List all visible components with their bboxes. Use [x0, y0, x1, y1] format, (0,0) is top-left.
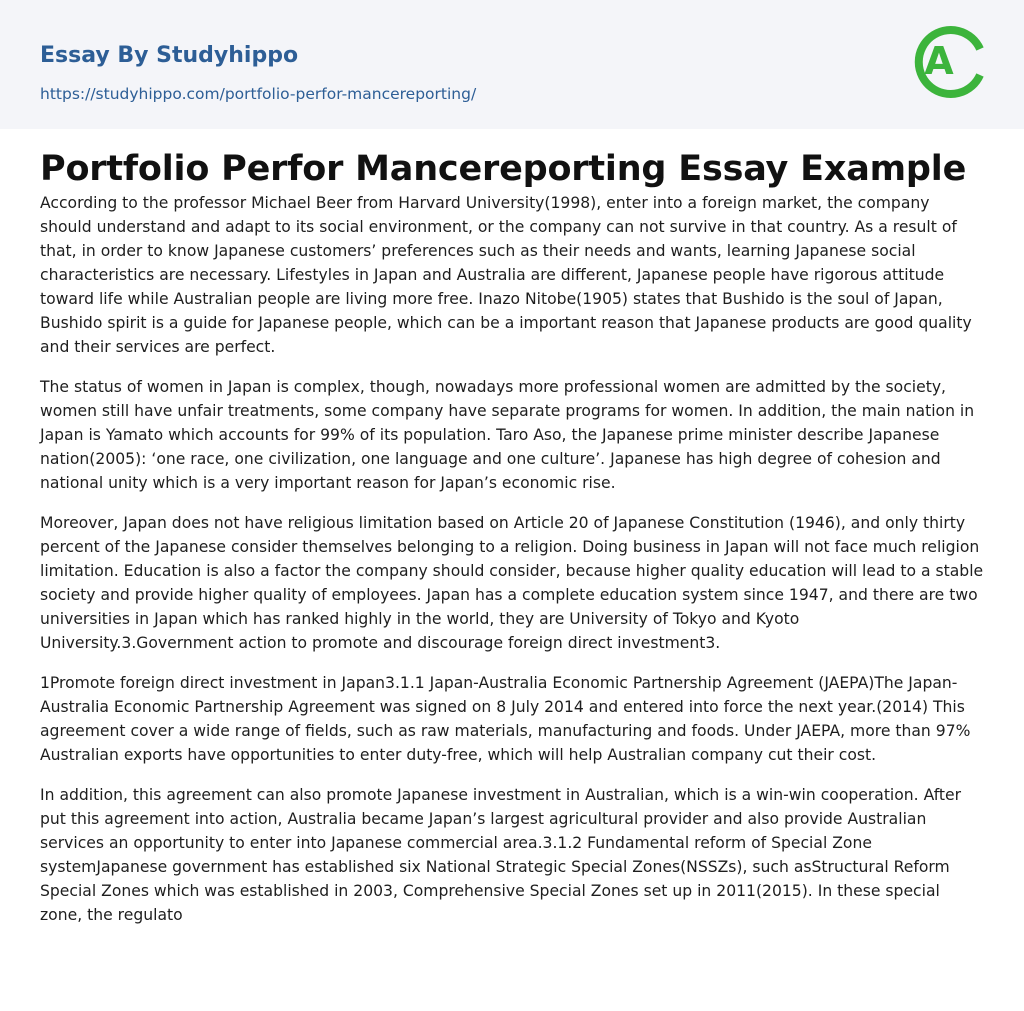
- brand-title[interactable]: Essay By Studyhippo: [40, 43, 299, 68]
- essay-paragraph: The status of women in Japan is complex, though, nowadays more professional women are admitted by the society, women still have unfair treatments, some company have separate programs for women. In addition, the main nation in Japan is Yamato which accounts for 99% of its population. Taro Aso, the Japanese prime minister describe Japanese nation(2005): ‘one race, one civilization, one language and one culture’. Japanese has high degree of cohesion and national unity which is a very important reason for Japan’s economic rise.: [40, 378, 975, 492]
- essay-paragraph: 1Promote foreign direct investment in Japan3.1.1 Japan-Australia Economic Partnership Agreement (JAEPA)The Japan-Australia Economic Partnership Agreement was signed on 8 July 2014 and entered into force the next year.(2014) This agreement cover a wide range of fields, such as raw materials, manufacturing and foods. Under JAEPA, more than 97% Australian exports have opportunities to enter duty-free, which will help Australian company cut their cost.: [40, 674, 971, 764]
- essay-paragraph: Moreover, Japan does not have religious limitation based on Article 20 of Japanese Constitution (1946), and only thirty percent of the Japanese consider themselves belonging to a religion. Doing business in Japan will not face much religion limitation. Education is also a factor the company should consider, because higher quality education will lead to a stable society and provide higher quality of employees. Japan has a complete education system since 1947, and there are two universities in Japan which has ranked highly in the world, they are University of Tokyo and Kyoto University.3.Government action to promote and discourage foreign direct investment3.: [40, 514, 984, 652]
- site-header: [0, 0, 1024, 129]
- essay-body: [40, 191, 984, 927]
- logo-letter: A: [924, 39, 954, 83]
- essay-paragraph: According to the professor Michael Beer from Harvard University(1998), enter into a foreign market, the company should understand and adapt to its social environment, or the company can not survive in that country. As a result of that, in order to know Japanese customers’ preferences such as their needs and wants, learning Japanese social characteristics are necessary. Lifestyles in Japan and Australia are different, Japanese people have rigorous attitude toward life while Australian people are living more free. Inazo Nitobe(1905) states that Bushido is the soul of Japan, Bushido spirit is a guide for Japanese people, which can be a important reason that Japanese products are good quality and their services are perfect.: [40, 194, 972, 356]
- essay-paragraph: In addition, this agreement can also promote Japanese investment in Australian, which is a win-win cooperation. After put this agreement into action, Australia became Japan’s largest agricultural provider and also provide Australian services an opportunity to enter into Japanese commercial area.3.1.2 Fundamental reform of Special Zone systemJapanese government has established six National Strategic Special Zones(NSSZs), such asStructural Reform Special Zones which was established in 2003, Comprehensive Special Zones set up in 2011(2015). In these special zone, the regulato: [40, 786, 962, 924]
- essay-content: [0, 147, 1024, 927]
- source-url-link[interactable]: https://studyhippo.com/portfolio-perfor-mancereporting/: [40, 85, 477, 103]
- studyhippo-logo-icon[interactable]: [912, 19, 986, 105]
- page-title: Portfolio Perfor Mancereporting Essay Example: [40, 149, 967, 189]
